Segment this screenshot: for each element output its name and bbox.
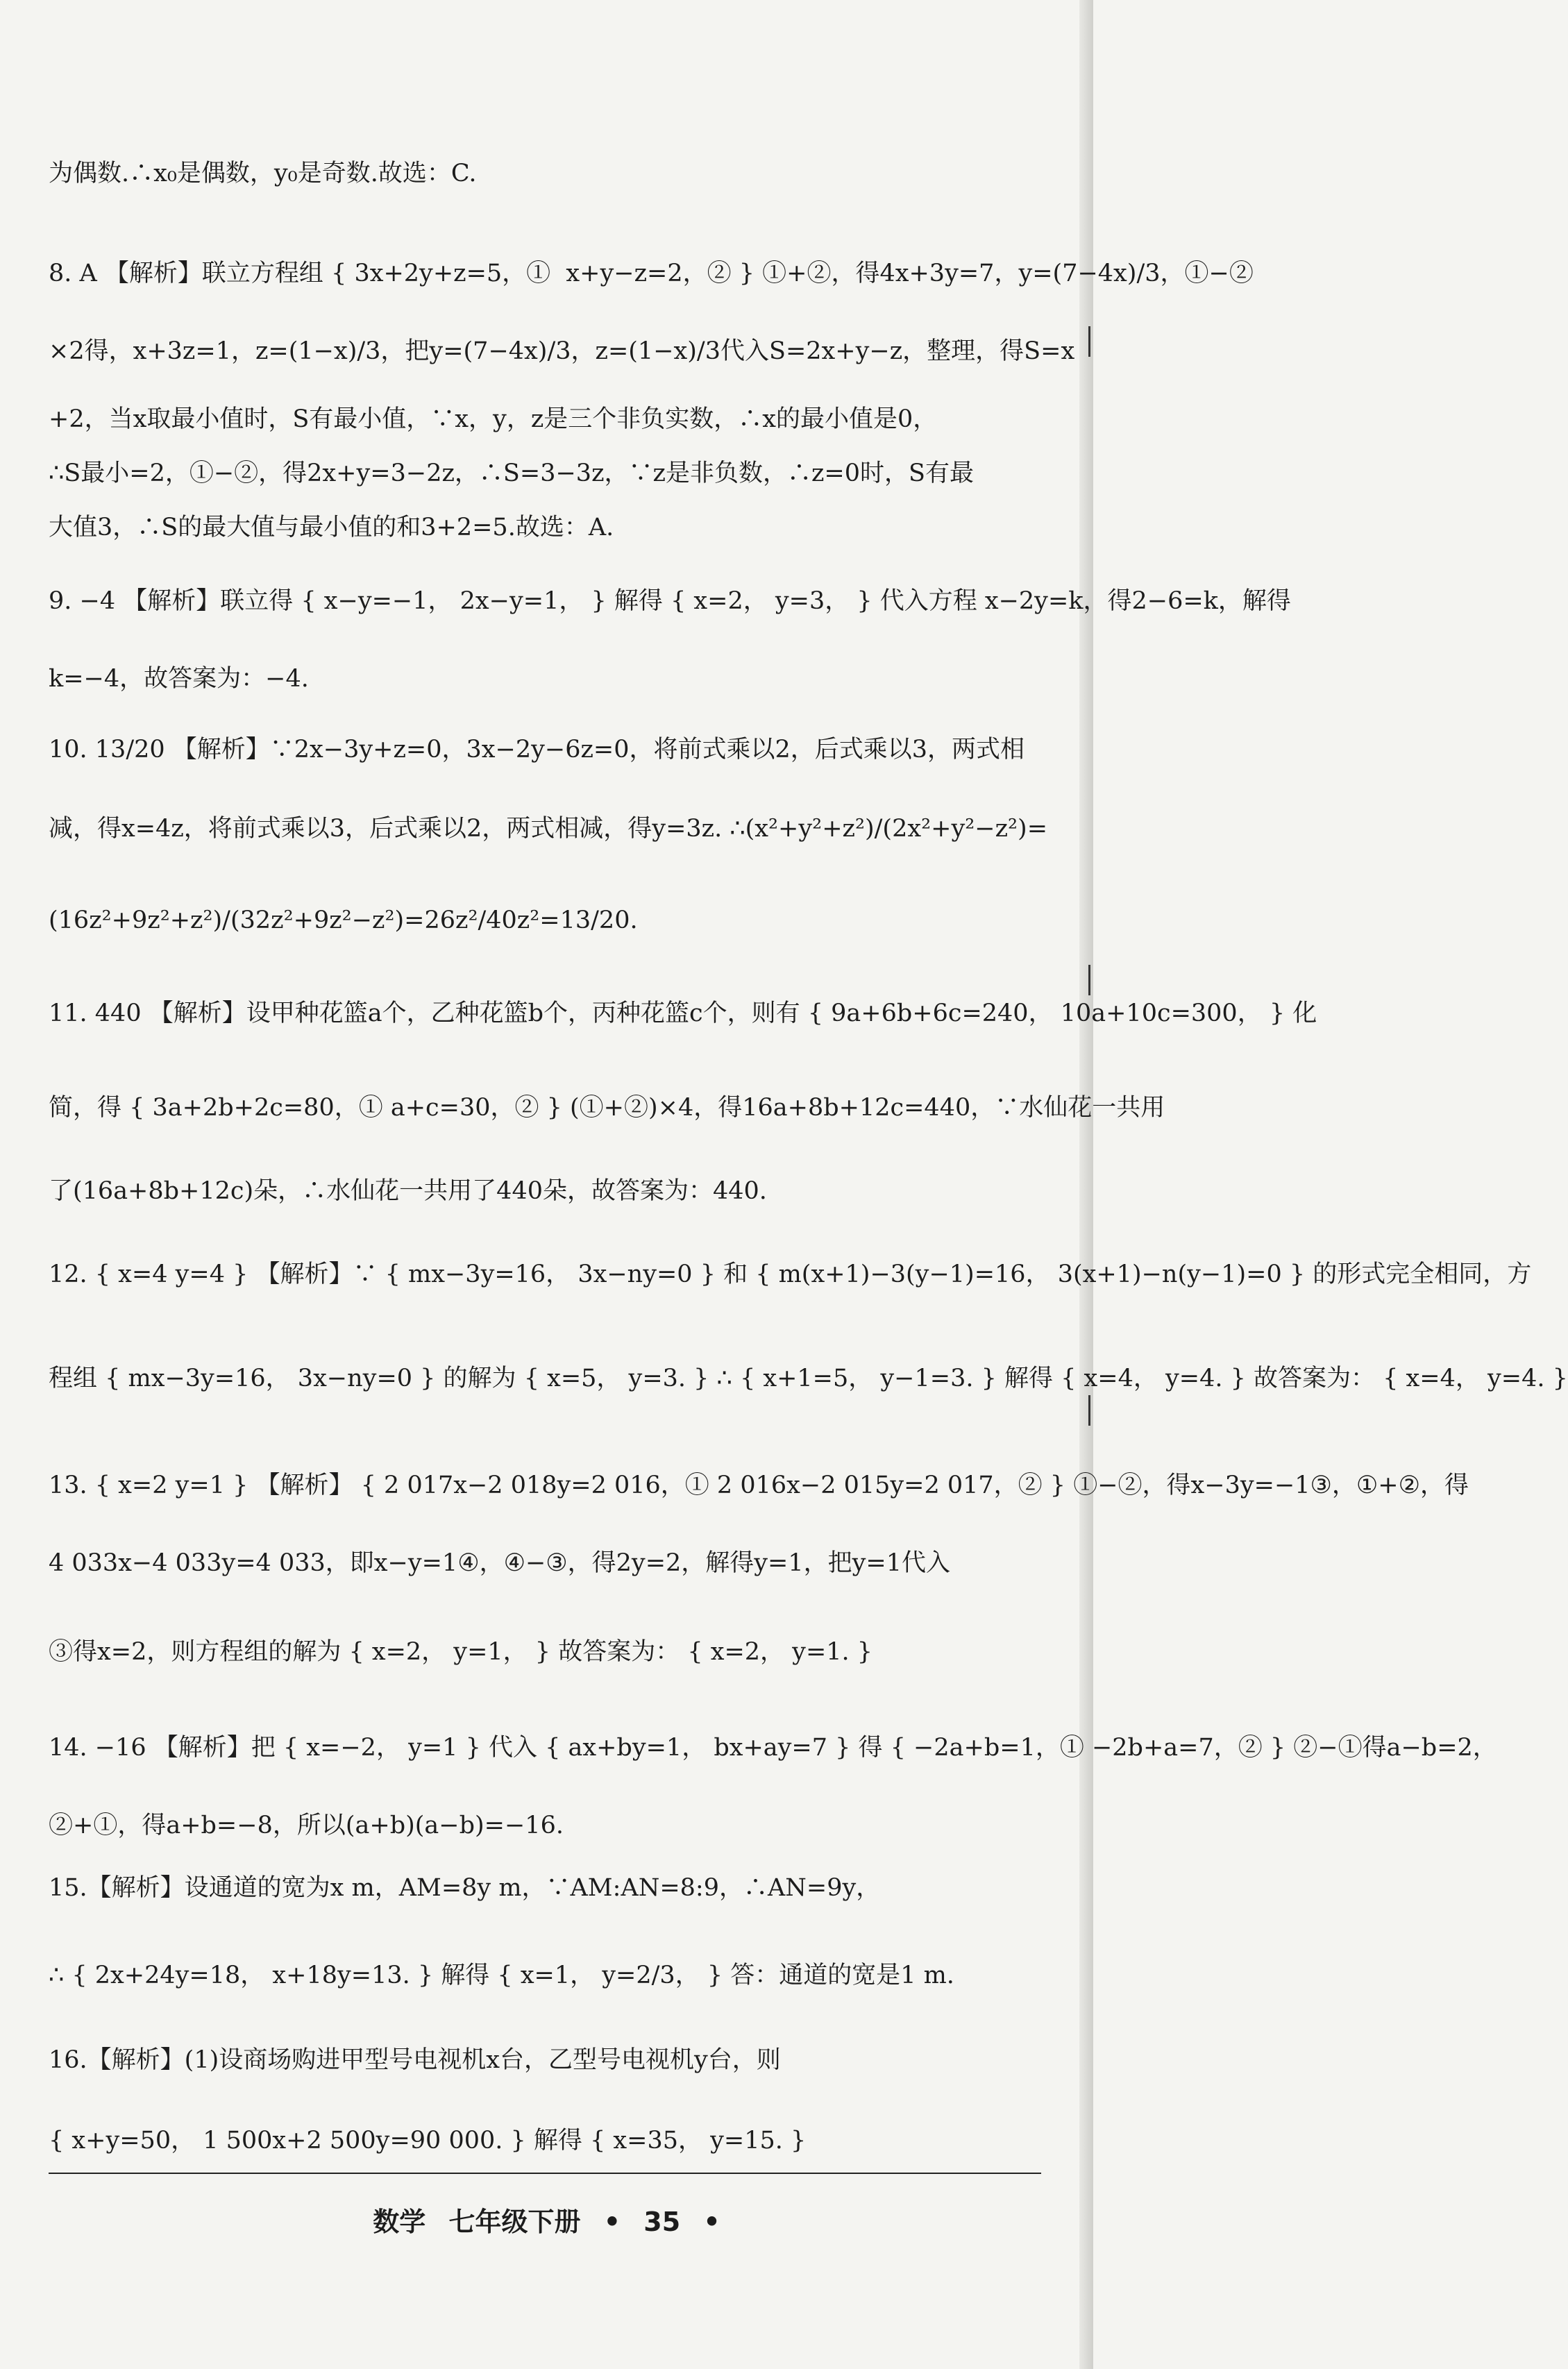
text-line: ∴ { 2x+24y=18， x+18y=13. } 解得 { x=1， y=2/3， } 答：通道的宽是1 m. [49, 1962, 954, 1989]
text-line: 14. −16 【解析】把 { x=−2， y=1 } 代入 { ax+by=1， bx+ay=7 } 得 { −2a+b=1，① −2b+a=7，② } ②−①得a−b=2， [49, 1734, 1497, 1762]
text-line: 8. A 【解析】联立方程组 { 3x+2y+z=5，① x+y−z=2，② } ①+②，得4x+3y=7，y=(7−4x)/3，①−② [49, 260, 1254, 287]
text-line: 减，得x=4z，将前式乘以3，后式乘以2，两式相减，得y=3z. ∴(x²+y²+z²)/(2x²+y²−z²)= [49, 815, 1048, 843]
edge-mark [1088, 326, 1090, 357]
edge-mark [1088, 965, 1090, 995]
text-line: ×2得，x+3z=1，z=(1−x)/3，把y=(7−4x)/3，z=(1−x)/3代入S=2x+y−z，整理，得S=x [49, 337, 1075, 365]
text-line: 11. 440 【解析】设甲种花篮a个，乙种花篮b个，丙种花篮c个，则有 { 9a+6b+6c=240， 10a+10c=300， } 化 [49, 1000, 1317, 1027]
text-line: ③得x=2，则方程组的解为 { x=2， y=1， } 故答案为： { x=2， y=1. } [49, 1638, 873, 1666]
footer-dot: • [603, 2207, 621, 2237]
text-line: 为偶数.∴x₀是偶数，y₀是奇数.故选：C. [49, 160, 477, 187]
text-line: 4 033x−4 033y=4 033，即x−y=1④，④−③，得2y=2，解得y=1，把y=1代入 [49, 1549, 951, 1577]
text-line: 大值3，∴S的最大值与最小值的和3+2=5.故选：A. [49, 514, 614, 541]
page-edge [1079, 0, 1093, 2369]
text-line: k=−4，故答案为：−4. [49, 665, 309, 693]
footer-grade: 七年级下册 [448, 2207, 581, 2237]
text-line: 10. 13/20 【解析】∵2x−3y+z=0，3x−2y−6z=0，将前式乘以2，后式乘以3，两式相 [49, 736, 1025, 764]
page-footer [0, 2200, 1093, 2239]
text-line: 12. { x=4 y=4 } 【解析】∵ { mx−3y=16， 3x−ny=0 } 和 { m(x+1)−3(y−1)=16， 3(x+1)−n(y−1)=0 } 的形式完全相同，方 [49, 1261, 1532, 1288]
text-line: ②+①，得a+b=−8，所以(a+b)(a−b)=−16. [49, 1812, 564, 1839]
page-number: 35 [643, 2207, 681, 2237]
edge-mark [1088, 1395, 1090, 1426]
footer-subject: 数学 [373, 2207, 426, 2237]
text-line: 16.【解析】(1)设商场购进甲型号电视机x台，乙型号电视机y台，则 [49, 2046, 781, 2074]
text-line: (16z²+9z²+z²)/(32z²+9z²−z²)=26z²/40z²=13/20. [49, 907, 638, 934]
text-line: 了(16a+8b+12c)朵，∴水仙花一共用了440朵，故答案为：440. [49, 1177, 767, 1205]
footer-rule [49, 2173, 1041, 2174]
text-line: 13. { x=2 y=1 } 【解析】 { 2 017x−2 018y=2 016，① 2 016x−2 015y=2 017，② } ①−②，得x−3y=−1③，①+②，得 [49, 1472, 1469, 1499]
text-line: 15.【解析】设通道的宽为x m，AM=8y m，∵AM:AN=8:9，∴AN=9y， [49, 1874, 881, 1902]
footer-dot: • [703, 2207, 720, 2237]
text-line: 9. −4 【解析】联立得 { x−y=−1， 2x−y=1， } 解得 { x=2， y=3， } 代入方程 x−2y=k，得2−6=k，解得 [49, 587, 1291, 615]
text-line: 简，得 { 3a+2b+2c=80，① a+c=30，② } (①+②)×4，得16a+8b+12c=440，∵水仙花一共用 [49, 1094, 1165, 1122]
text-line: +2，当x取最小值时，S有最小值，∵x，y，z是三个非负实数，∴x的最小值是0， [49, 405, 938, 433]
text-line: 程组 { mx−3y=16， 3x−ny=0 } 的解为 { x=5， y=3. } ∴ { x+1=5， y−1=3. } 解得 { x=4， y=4. } 故答案为： { x=4， y=4. } [49, 1365, 1568, 1392]
text-line: ∴S最小=2，①−②，得2x+y=3−2z，∴S=3−3z，∵z是非负数，∴z=0时，S有最 [49, 460, 974, 487]
text-line: { x+y=50， 1 500x+2 500y=90 000. } 解得 { x=35， y=15. } [49, 2127, 807, 2155]
